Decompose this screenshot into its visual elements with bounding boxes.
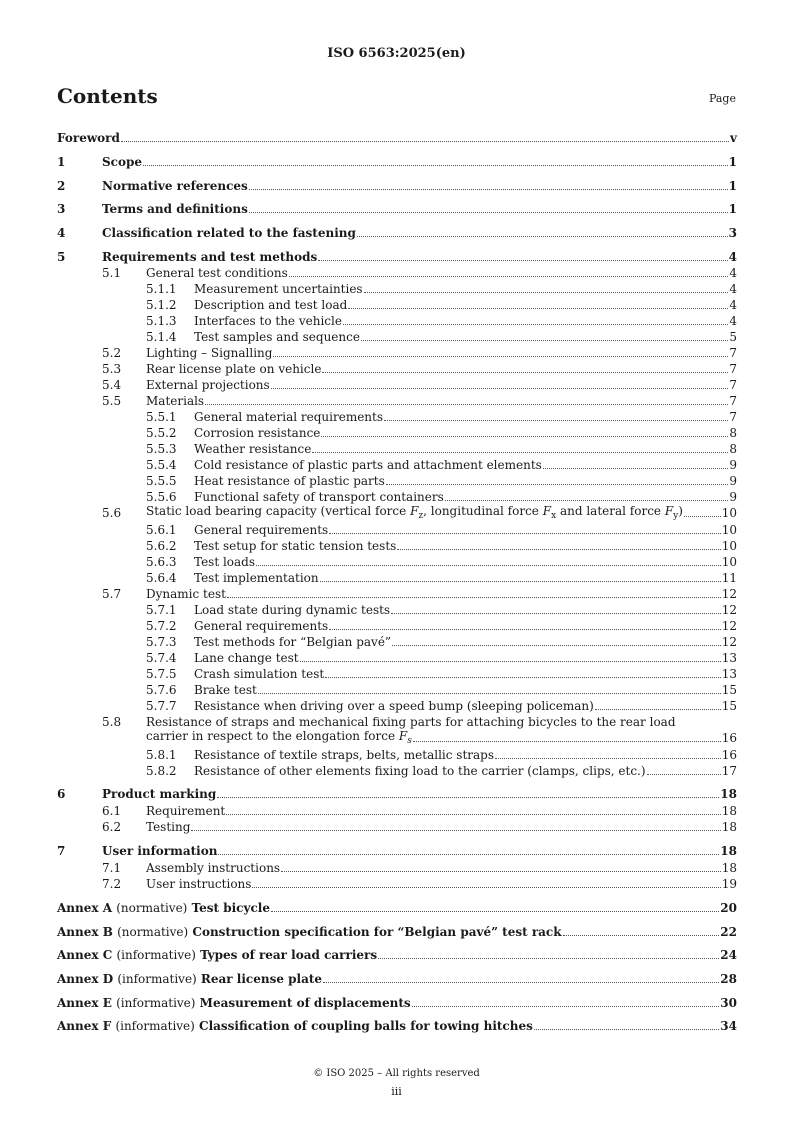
toc-entry-3[interactable]: 3 Terms and definitions 1 (57, 202, 737, 216)
copyright-notice: © ISO 2025 – All rights reserved (313, 1068, 480, 1079)
toc-5-8-text: carrier in respect to the elongation force $F_s$ (146, 729, 412, 746)
toc-entry-5-6[interactable]: 5.6 Static load bearing capacity (vertical force $F_z$, longitudinal force $F_x$ and lateral force $F_y$) 10 (102, 504, 737, 521)
toc-entry-5-5-4[interactable]: 5.5.4 Cold resistance of plastic parts and attachment elements 9 (146, 458, 737, 472)
toc-entry-5-6-4[interactable]: 5.6.4 Test implementation 11 (146, 571, 737, 585)
toc-entry-annex-b[interactable]: Annex B (normative) Construction specification for “Belgian pavé” test rack 22 (57, 925, 737, 939)
toc-entry-5-8-2[interactable]: 5.8.2 Resistance of other elements fixing load to the carrier (clamps, clips, etc.) 17 (146, 764, 737, 778)
toc-entry-2[interactable]: 2 Normative references 1 (57, 179, 737, 193)
toc-entry-7[interactable]: 7 User information 18 (57, 844, 737, 858)
page-column-label: Page (708, 92, 736, 105)
toc-entry-foreword[interactable]: Foreword v (57, 131, 737, 145)
toc-entry-5[interactable]: 5 Requirements and test methods 4 (57, 250, 737, 264)
page-number: iii (391, 1085, 402, 1098)
toc-entry-5-7-7[interactable]: 5.7.7 Resistance when driving over a speed bump (sleeping policeman) 15 (146, 699, 737, 713)
toc-entry-5-3[interactable]: 5.3 Rear license plate on vehicle 7 (102, 362, 737, 376)
toc-entry-5-5-6[interactable]: 5.5.6 Functional safety of transport containers 9 (146, 490, 737, 504)
toc-entry-5-5-1[interactable]: 5.5.1 General material requirements 7 (146, 410, 737, 424)
toc-entry-5-1-4[interactable]: 5.1.4 Test samples and sequence 5 (146, 330, 737, 344)
toc-entry-annex-f[interactable]: Annex F (informative) Classification of coupling balls for towing hitches 34 (57, 1019, 737, 1033)
standard-code: ISO 6563:2025(en) (327, 46, 466, 61)
toc-entry-annex-c[interactable]: Annex C (informative) Types of rear load carriers 24 (57, 948, 737, 962)
toc-entry-5-7-1[interactable]: 5.7.1 Load state during dynamic tests 12 (146, 603, 737, 617)
toc-entry-5-6-2[interactable]: 5.6.2 Test setup for static tension tests 10 (146, 539, 737, 553)
toc-entry-7-2[interactable]: 7.2 User instructions 19 (102, 877, 737, 891)
toc-entry-annex-a[interactable]: Annex A (normative) Test bicycle 20 (57, 901, 737, 915)
toc-5-6-text: Static load bearing capacity (vertical force $F_z$, longitudinal force $F_x$ and lateral force $F_y$) (146, 504, 683, 521)
toc-entry-5-8[interactable]: carrier in respect to the elongation force $F_s$ 16 (146, 729, 737, 746)
toc-entry-5-1-1[interactable]: 5.1.1 Measurement uncertainties 4 (146, 282, 737, 296)
toc-entry-5-7-4[interactable]: 5.7.4 Lane change test 13 (146, 651, 737, 665)
toc-entry-6[interactable]: 6 Product marking 18 (57, 787, 737, 801)
toc-entry-5-7-3[interactable]: 5.7.3 Test methods for “Belgian pavé” 12 (146, 635, 737, 649)
toc-entry-5-6-1[interactable]: 5.6.1 General requirements 10 (146, 523, 737, 537)
toc-entry-5-2[interactable]: 5.2 Lighting – Signalling 7 (102, 346, 737, 360)
toc-entry-6-2[interactable]: 6.2 Testing 18 (102, 820, 737, 834)
toc-entry-5-7-6[interactable]: 5.7.6 Brake test 15 (146, 683, 737, 697)
toc-entry-5-1-2[interactable]: 5.1.2 Description and test load 4 (146, 298, 737, 312)
toc-entry-5-8-line1[interactable]: 5.8 Resistance of straps and mechanical fixing parts for attaching bicycles to the rear load (102, 715, 676, 729)
toc-entry-5-1-3[interactable]: 5.1.3 Interfaces to the vehicle 4 (146, 314, 737, 328)
toc-entry-5-4[interactable]: 5.4 External projections 7 (102, 378, 737, 392)
toc-entry-1[interactable]: 1 Scope 1 (57, 155, 737, 169)
toc-entry-5-7-2[interactable]: 5.7.2 General requirements 12 (146, 619, 737, 633)
toc-entry-5-5-3[interactable]: 5.5.3 Weather resistance 8 (146, 442, 737, 456)
toc-entry-5-7[interactable]: 5.7 Dynamic test 12 (102, 587, 737, 601)
table-of-contents (57, 0, 737, 1122)
toc-entry-5-5[interactable]: 5.5 Materials 7 (102, 394, 737, 408)
toc-entry-6-1[interactable]: 6.1 Requirement 18 (102, 804, 737, 818)
toc-entry-5-6-3[interactable]: 5.6.3 Test loads 10 (146, 555, 737, 569)
toc-entry-5-1[interactable]: 5.1 General test conditions 4 (102, 266, 737, 280)
contents-title: Contents (57, 84, 158, 108)
toc-entry-annex-d[interactable]: Annex D (informative) Rear license plate 28 (57, 972, 737, 986)
toc-entry-4[interactable]: 4 Classification related to the fastening 3 (57, 226, 737, 240)
toc-entry-5-8-1[interactable]: 5.8.1 Resistance of textile straps, belts, metallic straps 16 (146, 748, 737, 762)
toc-entry-5-5-2[interactable]: 5.5.2 Corrosion resistance 8 (146, 426, 737, 440)
toc-entry-annex-e[interactable]: Annex E (informative) Measurement of displacements 30 (57, 996, 737, 1010)
toc-entry-7-1[interactable]: 7.1 Assembly instructions 18 (102, 861, 737, 875)
toc-entry-5-5-5[interactable]: 5.5.5 Heat resistance of plastic parts 9 (146, 474, 737, 488)
toc-entry-5-7-5[interactable]: 5.7.5 Crash simulation test 13 (146, 667, 737, 681)
